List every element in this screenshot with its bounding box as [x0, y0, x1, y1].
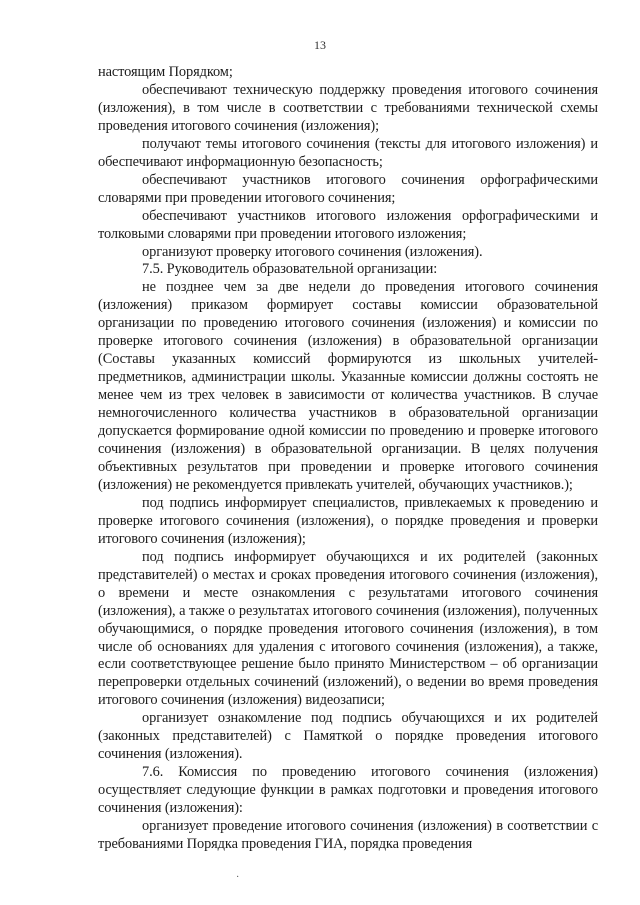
paragraph-spelling-dictionaries: обеспечивают участников итогового сочинения орфографическими словарями при проведении итогового сочинения; [98, 171, 598, 206]
paragraph-explanatory-dictionaries: обеспечивают участников итогового изложения орфографическими и толковыми словарями при проведении итогового изложения; [98, 207, 598, 242]
section-7-5-heading: 7.5. Руководитель образовательной организации: [142, 261, 438, 278]
page-number: 13 [314, 38, 326, 52]
paragraph-form-commissions: не позднее чем за две недели до проведения итогового сочинения (изложения) приказом формирует составы комиссии образовательной организации по проведению итогового сочинения (изложения) и комиссии по проверке итогового сочинения (изложения) в образовательной организации (Составы указанных комиссий формируются из школьных учителей-предметников, администрации школы. Указанные комиссии должны состоять не менее чем из трех человек в зависимости от количества участников. В случае немногочисленного количества участников в образовательной организации допускается формирование одной комиссии по проведению и проверке итогового сочинения (изложения) в образовательной организации. В целях получения объективных результатов при проведении и проверке итогового сочинения (изложения) не рекомендуется привлекать учителей, обучающих участников.); [98, 279, 598, 493]
paragraph-receive-topics: получают темы итогового сочинения (тексты для итогового изложения) и обеспечивают информационную безопасность; [98, 135, 598, 170]
paragraph-organize-conduct: организует проведение итогового сочинения (изложения) в соответствии с требованиями Порядка проведения ГИА, порядка проведения [98, 818, 598, 852]
paragraph-memo-acquaintance: организует ознакомление под подпись обучающихся и их родителей (законных представителей) с Памяткой о порядке проведения итогового сочинения (изложения). [98, 710, 598, 763]
scan-mark: · [236, 872, 240, 883]
section-7-6-heading: 7.6. Комиссия по проведению итогового сочинения (изложения) осуществляет следующие функции в рамках подготовки и проведения итогового сочинения (изложения): [98, 764, 598, 817]
document-body [98, 64, 598, 854]
paragraph-organize-check: организуют проверку итогового сочинения (изложения). [142, 243, 483, 260]
paragraph-continuation: настоящим Порядком; [98, 64, 233, 80]
paragraph-inform-specialists: под подпись информирует специалистов, привлекаемых к проведению и проверке итогового сочинения (изложения), о порядке проведения и проверки итогового сочинения (изложения); [98, 494, 598, 547]
paragraph-technical-support: обеспечивают техническую поддержку проведения итогового сочинения (изложения), в том числе в соответствии с требованиями технической схемы проведения итогового сочинения (изложения); [98, 81, 598, 134]
paragraph-inform-students: под подпись информирует обучающихся и их родителей (законных представителей) о местах и сроках проведения итогового сочинения (изложения), о времени и месте ознакомления с результатами итогового сочинения (изложения), а также о результатах итогового сочинения (изложения), полученных обучающимися, о порядке проведения итогового сочинения (изложения), в том числе об основаниях для удаления с итогового сочинения (изложения), а также, если соответствующее решение было принято Министерством – об организации перепроверки отдельных сочинений (изложений), о ведении во время проведения итогового сочинения (изложения) видеозаписи; [98, 548, 598, 709]
